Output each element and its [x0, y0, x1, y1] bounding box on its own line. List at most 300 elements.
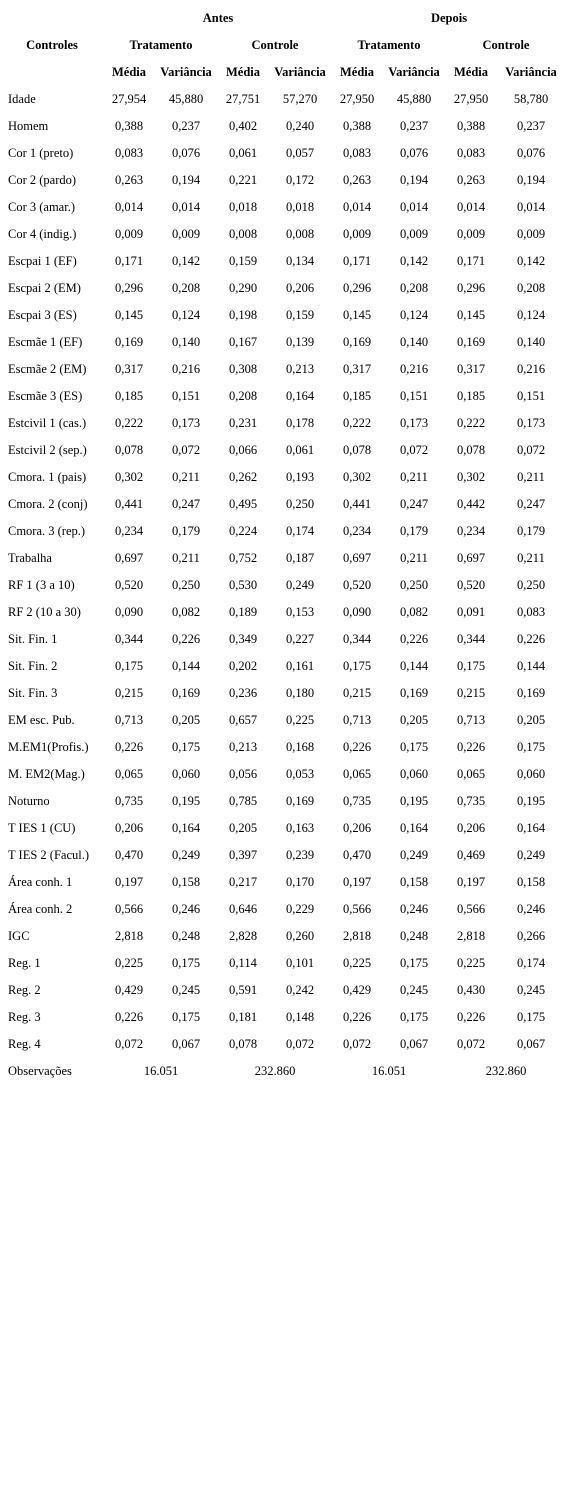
mean-value-cell: 0,308 — [228, 362, 258, 376]
variance-value-cell: 0,076 — [399, 146, 429, 160]
table-row — [0, 167, 566, 194]
mean-value-cell: 0,181 — [228, 1010, 258, 1024]
mean-value-cell: 0,290 — [228, 281, 258, 295]
variance-value-cell: 0,101 — [285, 956, 315, 970]
table-row — [0, 950, 566, 977]
variance-value-cell: 0,072 — [516, 443, 546, 457]
row-label: Reg. 1 — [8, 956, 41, 970]
row-label: Escmãe 1 (EF) — [8, 335, 83, 349]
row-label: Área conh. 1 — [8, 875, 73, 889]
mean-value-cell: 2,818 — [114, 929, 144, 943]
mean-value-cell: 0,226 — [456, 1010, 486, 1024]
after-control-header: Controle — [482, 38, 530, 52]
variance-value-cell: 45,880 — [168, 92, 204, 106]
variance-value-cell: 0,124 — [516, 308, 546, 322]
variance-value-cell: 0,211 — [517, 551, 545, 565]
mean-value-cell: 0,171 — [342, 254, 372, 268]
variance-value-cell: 0,205 — [516, 713, 546, 727]
variance-value-cell: 0,211 — [400, 551, 428, 565]
mean-value-cell: 0,430 — [456, 983, 486, 997]
mean-value-cell: 0,530 — [228, 578, 258, 592]
mean-value-cell: 0,344 — [456, 632, 486, 646]
variance-value-cell: 0,067 — [399, 1037, 429, 1051]
mean-value-cell: 0,171 — [114, 254, 144, 268]
row-label: RF 1 (3 a 10) — [8, 578, 75, 592]
variance-value-cell: 0,179 — [171, 524, 201, 538]
variance-value-cell: 0,072 — [285, 1037, 315, 1051]
variance-value-cell: 0,216 — [399, 362, 429, 376]
table-row — [0, 896, 566, 923]
row-label: Reg. 2 — [8, 983, 41, 997]
mean-value-cell: 0,009 — [342, 227, 372, 241]
variance-value-cell: 0,168 — [285, 740, 315, 754]
mean-value-cell: 0,091 — [456, 605, 486, 619]
variance-value-cell: 0,014 — [399, 200, 429, 214]
mean-value-cell: 0,231 — [228, 416, 258, 430]
row-label: Reg. 3 — [8, 1010, 41, 1024]
stat-mean-header: Média — [111, 65, 147, 79]
variance-value-cell: 0,072 — [171, 443, 201, 457]
mean-value-cell: 0,469 — [456, 848, 486, 862]
mean-value-cell: 0,175 — [114, 659, 144, 673]
mean-value-cell: 0,083 — [114, 146, 144, 160]
variance-value-cell: 0,180 — [285, 686, 315, 700]
mean-value-cell: 0,065 — [456, 767, 486, 781]
mean-value-cell: 0,171 — [456, 254, 486, 268]
variance-value-cell: 0,205 — [171, 713, 201, 727]
variance-value-cell: 0,172 — [285, 173, 315, 187]
variance-value-cell: 0,240 — [285, 119, 315, 133]
variance-value-cell: 0,227 — [285, 632, 315, 646]
mean-value-cell: 0,145 — [342, 308, 372, 322]
mean-value-cell: 0,226 — [114, 740, 144, 754]
variance-value-cell: 0,211 — [517, 470, 545, 484]
table-row — [0, 653, 566, 680]
row-label: EM esc. Pub. — [8, 713, 75, 727]
mean-value-cell: 0,072 — [114, 1037, 144, 1051]
row-label: Estcivil 2 (sep.) — [8, 443, 87, 457]
mean-value-cell: 0,442 — [456, 497, 486, 511]
row-label: Escpai 2 (EM) — [8, 281, 81, 295]
variance-value-cell: 0,159 — [285, 308, 315, 322]
observations-after-control: 232.860 — [485, 1064, 527, 1078]
variance-value-cell: 0,175 — [399, 956, 429, 970]
mean-value-cell: 0,221 — [228, 173, 258, 187]
variance-value-cell: 0,193 — [285, 470, 315, 484]
table-row — [0, 302, 566, 329]
variance-value-cell: 0,142 — [171, 254, 201, 268]
variance-value-cell: 0,076 — [516, 146, 546, 160]
variance-value-cell: 0,082 — [399, 605, 429, 619]
variance-value-cell: 0,124 — [399, 308, 429, 322]
variance-value-cell: 0,140 — [171, 335, 201, 349]
mean-value-cell: 0,470 — [342, 848, 372, 862]
variance-value-cell: 0,175 — [516, 740, 546, 754]
mean-value-cell: 0,302 — [342, 470, 372, 484]
mean-value-cell: 0,302 — [114, 470, 144, 484]
variance-value-cell: 0,144 — [516, 659, 546, 673]
row-label: Escmãe 2 (EM) — [8, 362, 87, 376]
mean-value-cell: 0,083 — [342, 146, 372, 160]
mean-value-cell: 0,175 — [456, 659, 486, 673]
variance-value-cell: 0,208 — [516, 281, 546, 295]
variance-value-cell: 0,061 — [285, 443, 315, 457]
table-row — [0, 923, 566, 950]
table-row — [0, 734, 566, 761]
variance-value-cell: 0,083 — [516, 605, 546, 619]
variance-value-cell: 0,170 — [285, 875, 315, 889]
variance-value-cell: 0,164 — [171, 821, 201, 835]
mean-value-cell: 0,009 — [114, 227, 144, 241]
variance-value-cell: 0,008 — [285, 227, 315, 241]
mean-value-cell: 0,317 — [114, 362, 144, 376]
variance-value-cell: 0,060 — [516, 767, 546, 781]
variance-value-cell: 0,194 — [171, 173, 201, 187]
mean-value-cell: 0,591 — [228, 983, 258, 997]
variance-value-cell: 0,164 — [285, 389, 315, 403]
variance-value-cell: 0,246 — [171, 902, 201, 916]
mean-value-cell: 0,065 — [342, 767, 372, 781]
table-row — [0, 329, 566, 356]
variance-value-cell: 0,187 — [285, 551, 315, 565]
row-label: Cor 4 (indig.) — [8, 227, 77, 241]
row-label: Área conh. 2 — [8, 902, 73, 916]
mean-value-cell: 0,697 — [342, 551, 372, 565]
mean-value-cell: 0,441 — [342, 497, 372, 511]
stat-mean-header: Média — [453, 65, 489, 79]
stat-variance-header: Variância — [274, 65, 326, 79]
mean-value-cell: 0,014 — [342, 200, 372, 214]
table-row — [0, 464, 566, 491]
row-label: Trabalha — [8, 551, 52, 565]
variance-value-cell: 0,175 — [171, 1010, 201, 1024]
variance-value-cell: 0,060 — [171, 767, 201, 781]
row-label: T IES 1 (CU) — [8, 821, 76, 835]
variance-value-cell: 0,142 — [399, 254, 429, 268]
mean-value-cell: 0,566 — [456, 902, 486, 916]
variance-value-cell: 0,208 — [399, 281, 429, 295]
variance-value-cell: 0,169 — [285, 794, 315, 808]
table-row — [0, 599, 566, 626]
table-row — [0, 1031, 566, 1058]
mean-value-cell: 0,657 — [228, 713, 258, 727]
variance-value-cell: 0,216 — [516, 362, 546, 376]
variance-value-cell: 0,237 — [171, 119, 201, 133]
variance-value-cell: 0,242 — [285, 983, 315, 997]
mean-value-cell: 27,950 — [453, 92, 489, 106]
variance-value-cell: 0,158 — [171, 875, 201, 889]
mean-value-cell: 0,066 — [228, 443, 258, 457]
mean-value-cell: 0,226 — [342, 740, 372, 754]
table-row — [0, 842, 566, 869]
row-label: Escpai 3 (ES) — [8, 308, 77, 322]
variance-value-cell: 0,247 — [171, 497, 201, 511]
variance-value-cell: 0,124 — [171, 308, 201, 322]
table-row — [0, 1004, 566, 1031]
row-label: M.EM1(Profis.) — [8, 740, 89, 754]
mean-value-cell: 0,215 — [114, 686, 144, 700]
variance-value-cell: 0,139 — [285, 335, 315, 349]
mean-value-cell: 0,078 — [342, 443, 372, 457]
row-label: Sit. Fin. 1 — [8, 632, 58, 646]
mean-value-cell: 0,222 — [456, 416, 486, 430]
table-row — [0, 869, 566, 896]
row-label: T IES 2 (Facul.) — [8, 848, 90, 862]
variance-value-cell: 0,174 — [516, 956, 546, 970]
mean-value-cell: 0,713 — [342, 713, 372, 727]
mean-value-cell: 0,226 — [342, 1010, 372, 1024]
variance-value-cell: 0,237 — [516, 119, 546, 133]
balance-statistics-table — [0, 5, 566, 1085]
variance-value-cell: 0,151 — [516, 389, 546, 403]
mean-value-cell: 0,495 — [228, 497, 258, 511]
row-label: Escmãe 3 (ES) — [8, 389, 83, 403]
variance-value-cell: 0,175 — [516, 1010, 546, 1024]
mean-value-cell: 0,213 — [228, 740, 258, 754]
mean-value-cell: 0,317 — [342, 362, 372, 376]
variance-value-cell: 0,164 — [516, 821, 546, 835]
mean-value-cell: 0,225 — [342, 956, 372, 970]
mean-value-cell: 0,065 — [114, 767, 144, 781]
variance-value-cell: 0,173 — [171, 416, 201, 430]
variance-value-cell: 0,245 — [399, 983, 429, 997]
mean-value-cell: 0,735 — [342, 794, 372, 808]
mean-value-cell: 0,159 — [228, 254, 258, 268]
variance-value-cell: 0,153 — [285, 605, 315, 619]
mean-value-cell: 0,470 — [114, 848, 144, 862]
mean-value-cell: 0,263 — [456, 173, 486, 187]
mean-value-cell: 0,429 — [342, 983, 372, 997]
variance-value-cell: 0,248 — [171, 929, 201, 943]
mean-value-cell: 0,441 — [114, 497, 144, 511]
controls-header: Controles — [26, 38, 78, 52]
row-label: Homem — [8, 119, 49, 133]
mean-value-cell: 0,009 — [456, 227, 486, 241]
mean-value-cell: 0,206 — [342, 821, 372, 835]
mean-value-cell: 0,236 — [228, 686, 258, 700]
after-treatment-header: Tratamento — [357, 38, 421, 52]
mean-value-cell: 0,697 — [114, 551, 144, 565]
variance-value-cell: 0,163 — [285, 821, 315, 835]
mean-value-cell: 0,429 — [114, 983, 144, 997]
variance-value-cell: 0,140 — [399, 335, 429, 349]
variance-value-cell: 0,213 — [285, 362, 315, 376]
variance-value-cell: 0,148 — [285, 1010, 315, 1024]
mean-value-cell: 0,263 — [342, 173, 372, 187]
variance-value-cell: 0,247 — [399, 497, 429, 511]
table-row — [0, 491, 566, 518]
row-label: Cmora. 2 (conj) — [8, 497, 88, 511]
mean-value-cell: 0,344 — [342, 632, 372, 646]
mean-value-cell: 0,206 — [456, 821, 486, 835]
mean-value-cell: 0,185 — [342, 389, 372, 403]
stat-mean-header: Média — [225, 65, 261, 79]
row-label: Cor 3 (amar.) — [8, 200, 75, 214]
mean-value-cell: 2,818 — [342, 929, 372, 943]
mean-value-cell: 0,735 — [114, 794, 144, 808]
mean-value-cell: 0,317 — [456, 362, 486, 376]
variance-value-cell: 0,161 — [285, 659, 315, 673]
table-row — [0, 356, 566, 383]
variance-value-cell: 0,194 — [399, 173, 429, 187]
table-row — [0, 140, 566, 167]
table-row — [0, 545, 566, 572]
variance-value-cell: 0,175 — [171, 740, 201, 754]
variance-value-cell: 0,195 — [516, 794, 546, 808]
mean-value-cell: 0,234 — [456, 524, 486, 538]
table-row — [0, 221, 566, 248]
variance-value-cell: 0,226 — [171, 632, 201, 646]
variance-value-cell: 0,250 — [516, 578, 546, 592]
variance-value-cell: 0,140 — [516, 335, 546, 349]
mean-value-cell: 0,169 — [342, 335, 372, 349]
mean-value-cell: 0,208 — [228, 389, 258, 403]
variance-value-cell: 0,169 — [516, 686, 546, 700]
variance-value-cell: 0,173 — [516, 416, 546, 430]
table-row — [0, 86, 566, 113]
variance-value-cell: 0,151 — [399, 389, 429, 403]
variance-value-cell: 0,169 — [171, 686, 201, 700]
table-row — [0, 383, 566, 410]
variance-value-cell: 0,249 — [171, 848, 201, 862]
row-label: Estcivil 1 (cas.) — [8, 416, 87, 430]
mean-value-cell: 0,175 — [342, 659, 372, 673]
mean-value-cell: 0,226 — [114, 1010, 144, 1024]
variance-value-cell: 0,169 — [399, 686, 429, 700]
variance-value-cell: 0,211 — [400, 470, 428, 484]
mean-value-cell: 0,083 — [456, 146, 486, 160]
variance-value-cell: 0,249 — [516, 848, 546, 862]
variance-value-cell: 0,142 — [516, 254, 546, 268]
variance-value-cell: 0,245 — [171, 983, 201, 997]
mean-value-cell: 0,397 — [228, 848, 258, 862]
table-row — [0, 518, 566, 545]
variance-value-cell: 0,144 — [171, 659, 201, 673]
mean-value-cell: 0,234 — [114, 524, 144, 538]
mean-value-cell: 0,145 — [456, 308, 486, 322]
variance-value-cell: 0,247 — [516, 497, 546, 511]
variance-value-cell: 0,211 — [172, 470, 200, 484]
mean-value-cell: 0,014 — [114, 200, 144, 214]
table-row — [0, 194, 566, 221]
mean-value-cell: 0,752 — [228, 551, 258, 565]
mean-value-cell: 27,751 — [225, 92, 261, 106]
mean-value-cell: 0,018 — [228, 200, 258, 214]
variance-value-cell: 0,216 — [171, 362, 201, 376]
mean-value-cell: 0,090 — [342, 605, 372, 619]
variance-value-cell: 0,250 — [399, 578, 429, 592]
variance-value-cell: 0,175 — [399, 1010, 429, 1024]
mean-value-cell: 0,222 — [342, 416, 372, 430]
mean-value-cell: 0,388 — [114, 119, 144, 133]
variance-value-cell: 58,780 — [513, 92, 549, 106]
row-label: RF 2 (10 a 30) — [8, 605, 81, 619]
table-row — [0, 410, 566, 437]
mean-value-cell: 2,828 — [228, 929, 258, 943]
mean-value-cell: 0,197 — [456, 875, 486, 889]
mean-value-cell: 0,072 — [342, 1037, 372, 1051]
variance-value-cell: 0,067 — [516, 1037, 546, 1051]
mean-value-cell: 0,167 — [228, 335, 258, 349]
mean-value-cell: 0,217 — [228, 875, 258, 889]
variance-value-cell: 0,195 — [171, 794, 201, 808]
observations-before-control: 232.860 — [254, 1064, 296, 1078]
variance-value-cell: 0,266 — [516, 929, 546, 943]
variance-value-cell: 0,144 — [399, 659, 429, 673]
mean-value-cell: 0,302 — [456, 470, 486, 484]
variance-value-cell: 0,178 — [285, 416, 315, 430]
mean-value-cell: 0,520 — [342, 578, 372, 592]
mean-value-cell: 0,169 — [456, 335, 486, 349]
mean-value-cell: 0,785 — [228, 794, 258, 808]
variance-value-cell: 0,195 — [399, 794, 429, 808]
variance-value-cell: 0,134 — [285, 254, 315, 268]
variance-value-cell: 45,880 — [396, 92, 432, 106]
mean-value-cell: 0,185 — [456, 389, 486, 403]
mean-value-cell: 0,262 — [228, 470, 258, 484]
variance-value-cell: 0,009 — [171, 227, 201, 241]
row-label: M. EM2(Mag.) — [8, 767, 85, 781]
before-treatment-header: Tratamento — [129, 38, 193, 52]
variance-value-cell: 0,260 — [285, 929, 315, 943]
mean-value-cell: 0,061 — [228, 146, 258, 160]
variance-value-cell: 0,053 — [285, 767, 315, 781]
mean-value-cell: 0,215 — [342, 686, 372, 700]
variance-value-cell: 0,248 — [399, 929, 429, 943]
variance-value-cell: 0,175 — [171, 956, 201, 970]
mean-value-cell: 27,954 — [111, 92, 147, 106]
mean-value-cell: 0,008 — [228, 227, 258, 241]
mean-value-cell: 0,197 — [114, 875, 144, 889]
variance-value-cell: 0,245 — [516, 983, 546, 997]
table-row — [0, 572, 566, 599]
stat-variance-header: Variância — [160, 65, 212, 79]
row-label: Sit. Fin. 3 — [8, 686, 58, 700]
table-header — [0, 5, 566, 86]
mean-value-cell: 27,950 — [339, 92, 375, 106]
table-row — [0, 788, 566, 815]
mean-value-cell: 0,202 — [228, 659, 258, 673]
table-row — [0, 437, 566, 464]
mean-value-cell: 0,114 — [229, 956, 257, 970]
variance-value-cell: 0,205 — [399, 713, 429, 727]
variance-value-cell: 0,249 — [285, 578, 315, 592]
row-label: IGC — [8, 929, 30, 943]
variance-value-cell: 0,194 — [516, 173, 546, 187]
mean-value-cell: 0,145 — [114, 308, 144, 322]
variance-value-cell: 0,067 — [171, 1037, 201, 1051]
mean-value-cell: 0,078 — [228, 1037, 258, 1051]
table-row — [0, 680, 566, 707]
row-label: Noturno — [8, 794, 50, 808]
mean-value-cell: 2,818 — [456, 929, 486, 943]
variance-value-cell: 0,226 — [516, 632, 546, 646]
mean-value-cell: 0,226 — [456, 740, 486, 754]
mean-value-cell: 0,263 — [114, 173, 144, 187]
mean-value-cell: 0,078 — [456, 443, 486, 457]
mean-value-cell: 0,225 — [114, 956, 144, 970]
mean-value-cell: 0,402 — [228, 119, 258, 133]
mean-value-cell: 0,205 — [228, 821, 258, 835]
mean-value-cell: 0,296 — [342, 281, 372, 295]
variance-value-cell: 0,179 — [516, 524, 546, 538]
variance-value-cell: 0,249 — [399, 848, 429, 862]
variance-value-cell: 0,226 — [399, 632, 429, 646]
variance-value-cell: 0,158 — [399, 875, 429, 889]
mean-value-cell: 0,735 — [456, 794, 486, 808]
variance-value-cell: 0,250 — [285, 497, 315, 511]
mean-value-cell: 0,078 — [114, 443, 144, 457]
